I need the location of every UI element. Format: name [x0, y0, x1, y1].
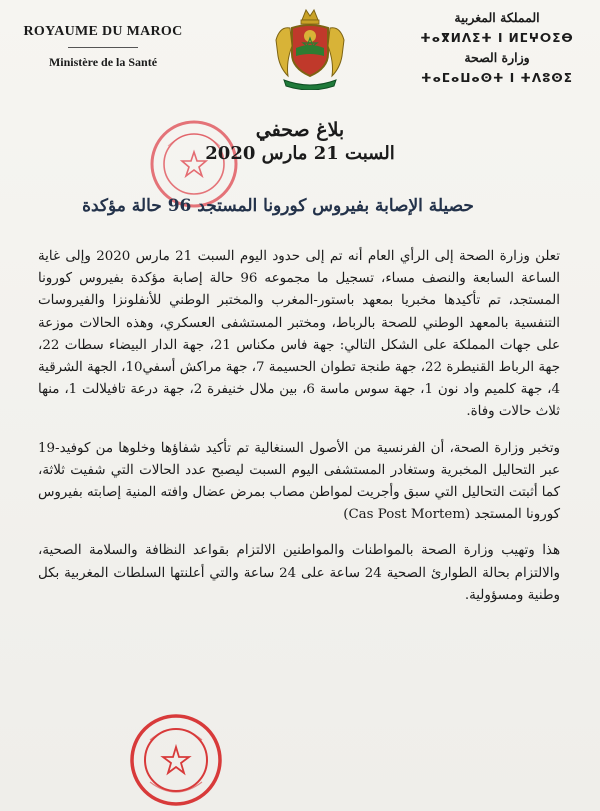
release-body — [38, 246, 560, 621]
kingdom-name-fr: ROYAUME DU MAROC — [23, 24, 183, 39]
press-release-label: بلاغ صحفي — [255, 119, 345, 141]
kingdom-name-ar: المملكة المغربية — [454, 10, 540, 25]
ministry-name-ar: وزارة الصحة — [464, 50, 530, 65]
release-headline: حصيلة الإصابة بفيروس كورونا المستجد 96 حالة مؤكدة — [82, 196, 474, 216]
release-date: السبت 21 مارس 2020 — [205, 143, 395, 164]
header-divider — [68, 47, 138, 48]
paragraph-3: هذا وتهيب وزارة الصحة بالمواطنات والمواطنين الالتزام بقواعد النظافة والسلامة الصحية، والالتزام بحالة الطوارئ الصحية 24 ساعة على 24 ساعة والتي أعلنتها السلطات المغربية بكل وطنية ومسؤولية. — [38, 543, 560, 603]
ministry-name-tifinagh: ⵜⴰⵎⴰⵡⴰⵙⵜ ⵏ ⵜⴷⵓⵙⵉ — [421, 71, 573, 85]
ministry-name-fr: Ministère de la Santé — [48, 55, 158, 69]
release-titles — [0, 118, 600, 166]
coat-of-arms-icon — [270, 6, 350, 90]
paragraph-2: وتخبر وزارة الصحة، أن الفرنسية من الأصول السنغالية تم تأكيد شفاؤها وخلوها من كوفيد-19 عبر التحاليل المخبرية وستغادر المستشفى اليوم السبت ليصبح عدد الحالات التي شفيت ثلاثة، كما أثبتت التحاليل التي سبق وأجريت لمواطن مصاب بمرض عضال وافته المنية إصابته بفيروس كورونا المستجد (Cas Post Mortem) — [38, 440, 560, 523]
arabic-header — [412, 8, 582, 88]
ministry-stamp-bottom-icon — [128, 712, 224, 808]
french-header — [18, 24, 188, 70]
kingdom-name-tifinagh: ⵜⴰⴳⵍⴷⵉⵜ ⵏ ⵍⵎⵖⵔⵉⴱ — [420, 31, 574, 45]
paragraph-1: تعلن وزارة الصحة إلى الرأي العام أنه تم إلى حدود اليوم السبت 21 مارس 2020 وإلى غاية الساعة السابعة والنصف مساء، تسجيل ما مجموعه 96 حالة إصابة مؤكدة بفيروس كورونا المستجد، تم تأكيدها مخبريا بمعهد باستور-المغرب والمختبر الوطني للأنفلونزا والفيروسات التنفسية بالمعهد الوطني للصحة بالرباط، ومختبر المستشفى العسكري، وهذه الحالات موزعة على جهات المملكة على الشكل التالي: جهة فاس مكناس 21، جهة الدار البيضاء سطات 22، جهة الرباط القنيطرة 22، جهة طنجة تطوان الحسيمة 7، جهة مراكش أسفي10، الجهة الشرقية 4، جهة كلميم واد نون 1، جهة سوس ماسة 6، بين ملال خنيفرة 2، جهة درعة تافيلالت 1، منها ثلاث حالات وفاة. — [38, 249, 560, 420]
